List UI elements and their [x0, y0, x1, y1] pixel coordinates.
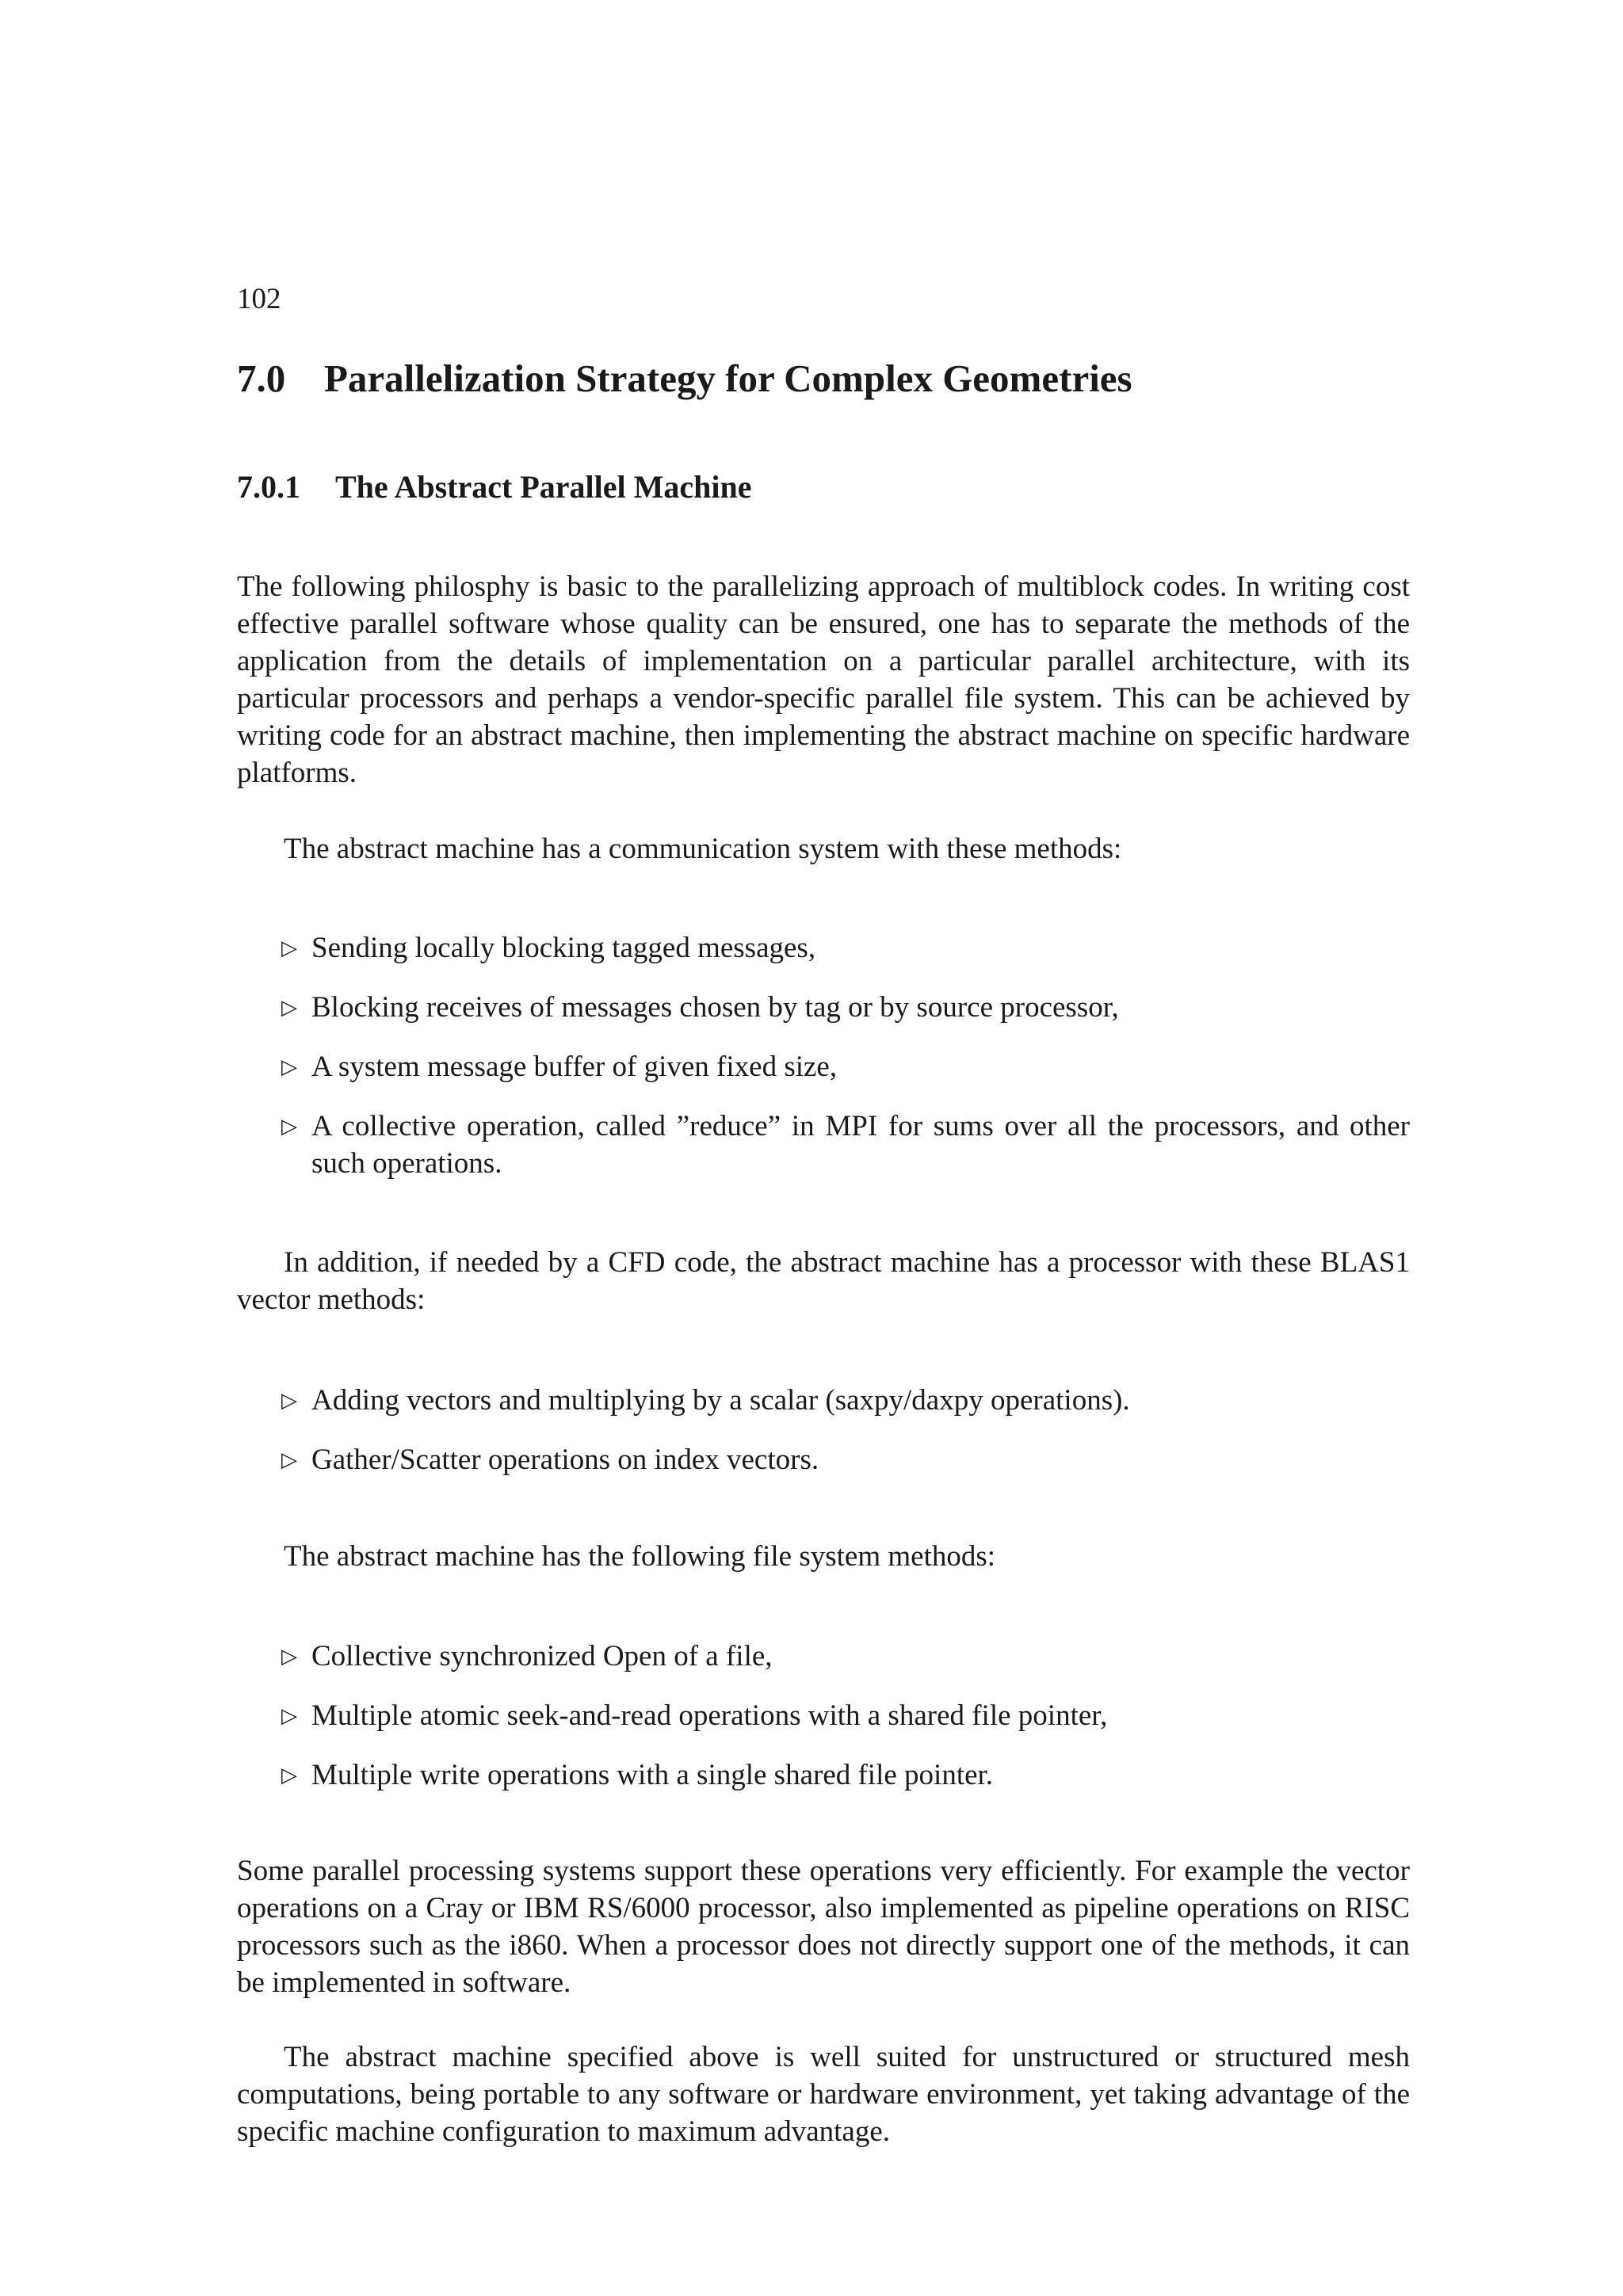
triangle-bullet-icon: ▷: [281, 996, 297, 1019]
chapter-heading: [237, 355, 1132, 402]
vector-intro-paragraph: In addition, if needed by a CFD code, the abstract machine has a processor with these BLAS1 vector methods:: [237, 1246, 1410, 1316]
triangle-bullet-icon: ▷: [281, 1055, 297, 1078]
triangle-bullet-icon: ▷: [281, 1115, 297, 1138]
intro-paragraph: The following philosphy is basic to the parallelizing approach of multiblock codes. In writing cost effective parallel software whose quality can be ensured, one has to separate the methods of the application from the details of implementation on a particular parallel architecture, with its particular processors and perhaps a vendor-specific parallel file system. This can be achieved by writing code for an abstract machine, then implementing the abstract machine on specific hardware platforms.: [237, 570, 1410, 789]
summary-paragraph: The abstract machine specified above is well suited for unstructured or structured mesh computations, being portable to any software or hardware environment, yet taking advantage of the specific machine configuration to maximum advantage.: [237, 2041, 1410, 2148]
triangle-bullet-icon: ▷: [281, 936, 297, 959]
section-title: The Abstract Parallel Machine: [335, 469, 752, 505]
vector-methods-list: [237, 1382, 1410, 1478]
list-item: ▷ Multiple write operations with a single shared file pointer.: [237, 1756, 1410, 1794]
file-system-intro-paragraph: The abstract machine has the following file system methods:: [284, 1540, 996, 1573]
list-item: ▷ Sending locally blocking tagged messages,: [237, 929, 1410, 967]
list-item: ▷ Blocking receives of messages chosen by tag or by source processor,: [237, 989, 1410, 1026]
triangle-bullet-icon: ▷: [281, 1448, 297, 1471]
communication-methods-list: [237, 929, 1410, 1182]
triangle-bullet-icon: ▷: [281, 1645, 297, 1668]
triangle-bullet-icon: ▷: [281, 1764, 297, 1787]
hardware-support-paragraph: Some parallel processing systems support these operations very efficiently. For example the vector operations on a Cray or IBM RS/6000 processor, also implemented as pipeline operations on RISC processors such as the i860. When a processor does not directly support one of the methods, it can be implemented in software.: [237, 1855, 1410, 1999]
chapter-number: 7.0: [237, 357, 286, 400]
triangle-bullet-icon: ▷: [281, 1389, 297, 1412]
section-number: 7.0.1: [237, 469, 300, 505]
file-system-methods-list: [237, 1638, 1410, 1794]
list-item: ▷ A collective operation, called ”reduce” in MPI for sums over all the processors, and other such operations.: [237, 1108, 1410, 1182]
triangle-bullet-icon: ▷: [281, 1704, 297, 1727]
list-item: ▷ A system message buffer of given fixed size,: [237, 1048, 1410, 1085]
chapter-title: Parallelization Strategy for Complex Geometries: [324, 357, 1132, 400]
list-item: ▷ Collective synchronized Open of a file,: [237, 1638, 1410, 1675]
list-item: ▷ Adding vectors and multiplying by a scalar (saxpy/daxpy operations).: [237, 1382, 1410, 1419]
page-number: 102: [237, 283, 281, 315]
list-item: ▷ Gather/Scatter operations on index vectors.: [237, 1441, 1410, 1478]
communication-intro-paragraph: The abstract machine has a communication system with these methods:: [284, 833, 1122, 865]
list-item: ▷ Multiple atomic seek-and-read operations with a shared file pointer,: [237, 1697, 1410, 1734]
section-heading: [237, 467, 751, 507]
